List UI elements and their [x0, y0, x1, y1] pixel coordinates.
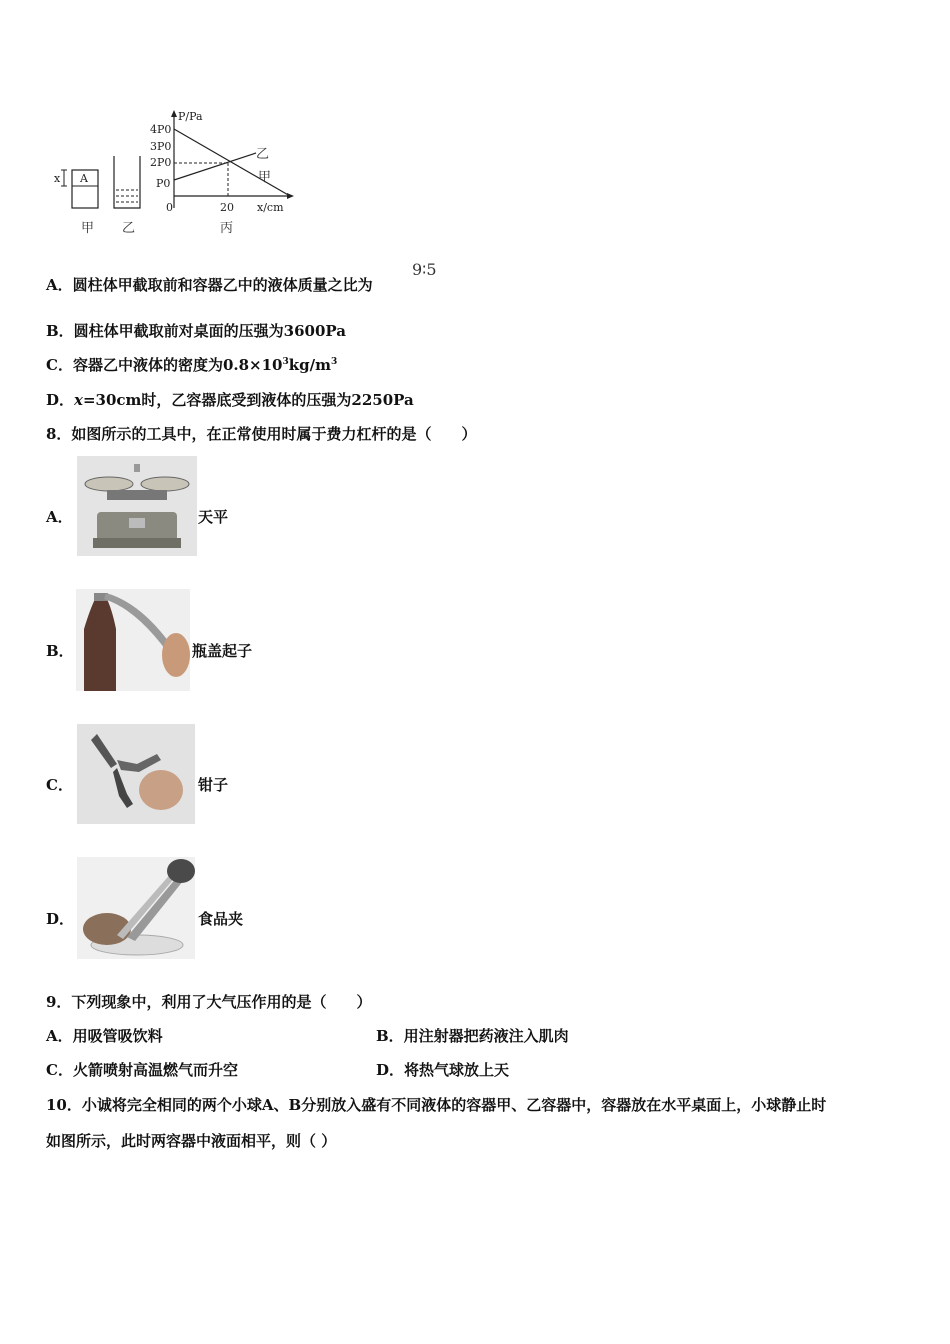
q7-option-d-label: D． [46, 391, 75, 409]
q8-stem: 8．如图所示的工具中，在正常使用时属于费力杠杆的是（ ） [46, 425, 477, 443]
q9-option-a: A．用吸管吸饮料 [46, 1027, 163, 1045]
q9-stem: 9．下列现象中，利用了大气压作用的是（ ） [46, 993, 372, 1011]
physics-figure [50, 108, 300, 240]
q10-stem-line1: 10．小诚将完全相同的两个小球A、B分别放入盛有不同液体的容器甲、乙容器中，容器放在水平桌面上，小球静止时 [46, 1096, 827, 1114]
y-tick-p0: P0 [156, 177, 171, 190]
y-tick-4p0: 4P0 [150, 123, 172, 136]
q7-option-a-ratio: 9∶5 [412, 260, 437, 279]
q8-option-a-caption: 天平 [198, 508, 229, 526]
x-tick-0: 0 [166, 201, 173, 214]
label-x: x [54, 172, 61, 185]
q7-option-c-sup: 3 [282, 357, 289, 367]
q8-option-c-caption: 钳子 [198, 776, 229, 794]
q7-option-b: B．圆柱体甲截取前对桌面的压强为3600Pa [46, 322, 347, 340]
q7-option-c [46, 354, 337, 375]
y-tick-3p0: 3P0 [150, 140, 172, 153]
q7-option-d-var: x [74, 391, 83, 409]
q7-option-c-sup2: 3 [330, 357, 338, 367]
balance-scale-photo [77, 456, 197, 556]
bottle-opener-photo [76, 589, 190, 691]
q8-option-c-label: C． [46, 776, 73, 794]
q9-option-b: B．用注射器把药液注入肌肉 [376, 1027, 569, 1045]
x-axis-label: x/cm [257, 201, 284, 214]
y-tick-2p0: 2P0 [150, 156, 172, 169]
caption-bing: 丙 [220, 221, 234, 236]
q8-option-a-label: A． [46, 508, 73, 526]
y-axis-label: P/Pa [178, 110, 203, 123]
q9-option-d: D．将热气球放上天 [376, 1061, 510, 1079]
q8-option-b-caption: 瓶盖起子 [192, 642, 253, 660]
q8-option-d-label: D． [46, 910, 75, 928]
container-yi [114, 156, 140, 208]
pressure-graph [150, 110, 294, 214]
line-yi [174, 153, 256, 180]
pliers-photo [77, 724, 195, 824]
caption-jia: 甲 [81, 221, 95, 236]
q9-option-c: C．火箭喷射高温燃气而升空 [46, 1061, 238, 1079]
q10-stem-line2: 如图所示，此时两容器中液面相平，则（ ） [46, 1132, 337, 1150]
line-label-yi: 乙 [256, 147, 270, 162]
q7-option-a-text: A．圆柱体甲截取前和容器乙中的液体质量之比为 [46, 276, 373, 294]
q7-option-c-text: C．容器乙中液体的密度为0.8×10 [46, 356, 283, 374]
food-tongs-photo [77, 857, 195, 959]
q7-option-c-unit: kg/m [288, 356, 331, 374]
label-A: A [80, 172, 88, 185]
q8-option-b-label: B． [46, 642, 74, 660]
line-label-jia: 甲 [258, 170, 272, 185]
q7-option-d [46, 389, 414, 410]
cylinder-jia [54, 170, 98, 208]
q7-option-d-text: =30cm时，乙容器底受到液体的压强为2250Pa [82, 391, 414, 409]
caption-yi: 乙 [122, 221, 136, 236]
q8-option-d-caption: 食品夹 [198, 910, 244, 928]
q7-option-a [46, 274, 373, 295]
x-tick-20: 20 [220, 201, 234, 214]
